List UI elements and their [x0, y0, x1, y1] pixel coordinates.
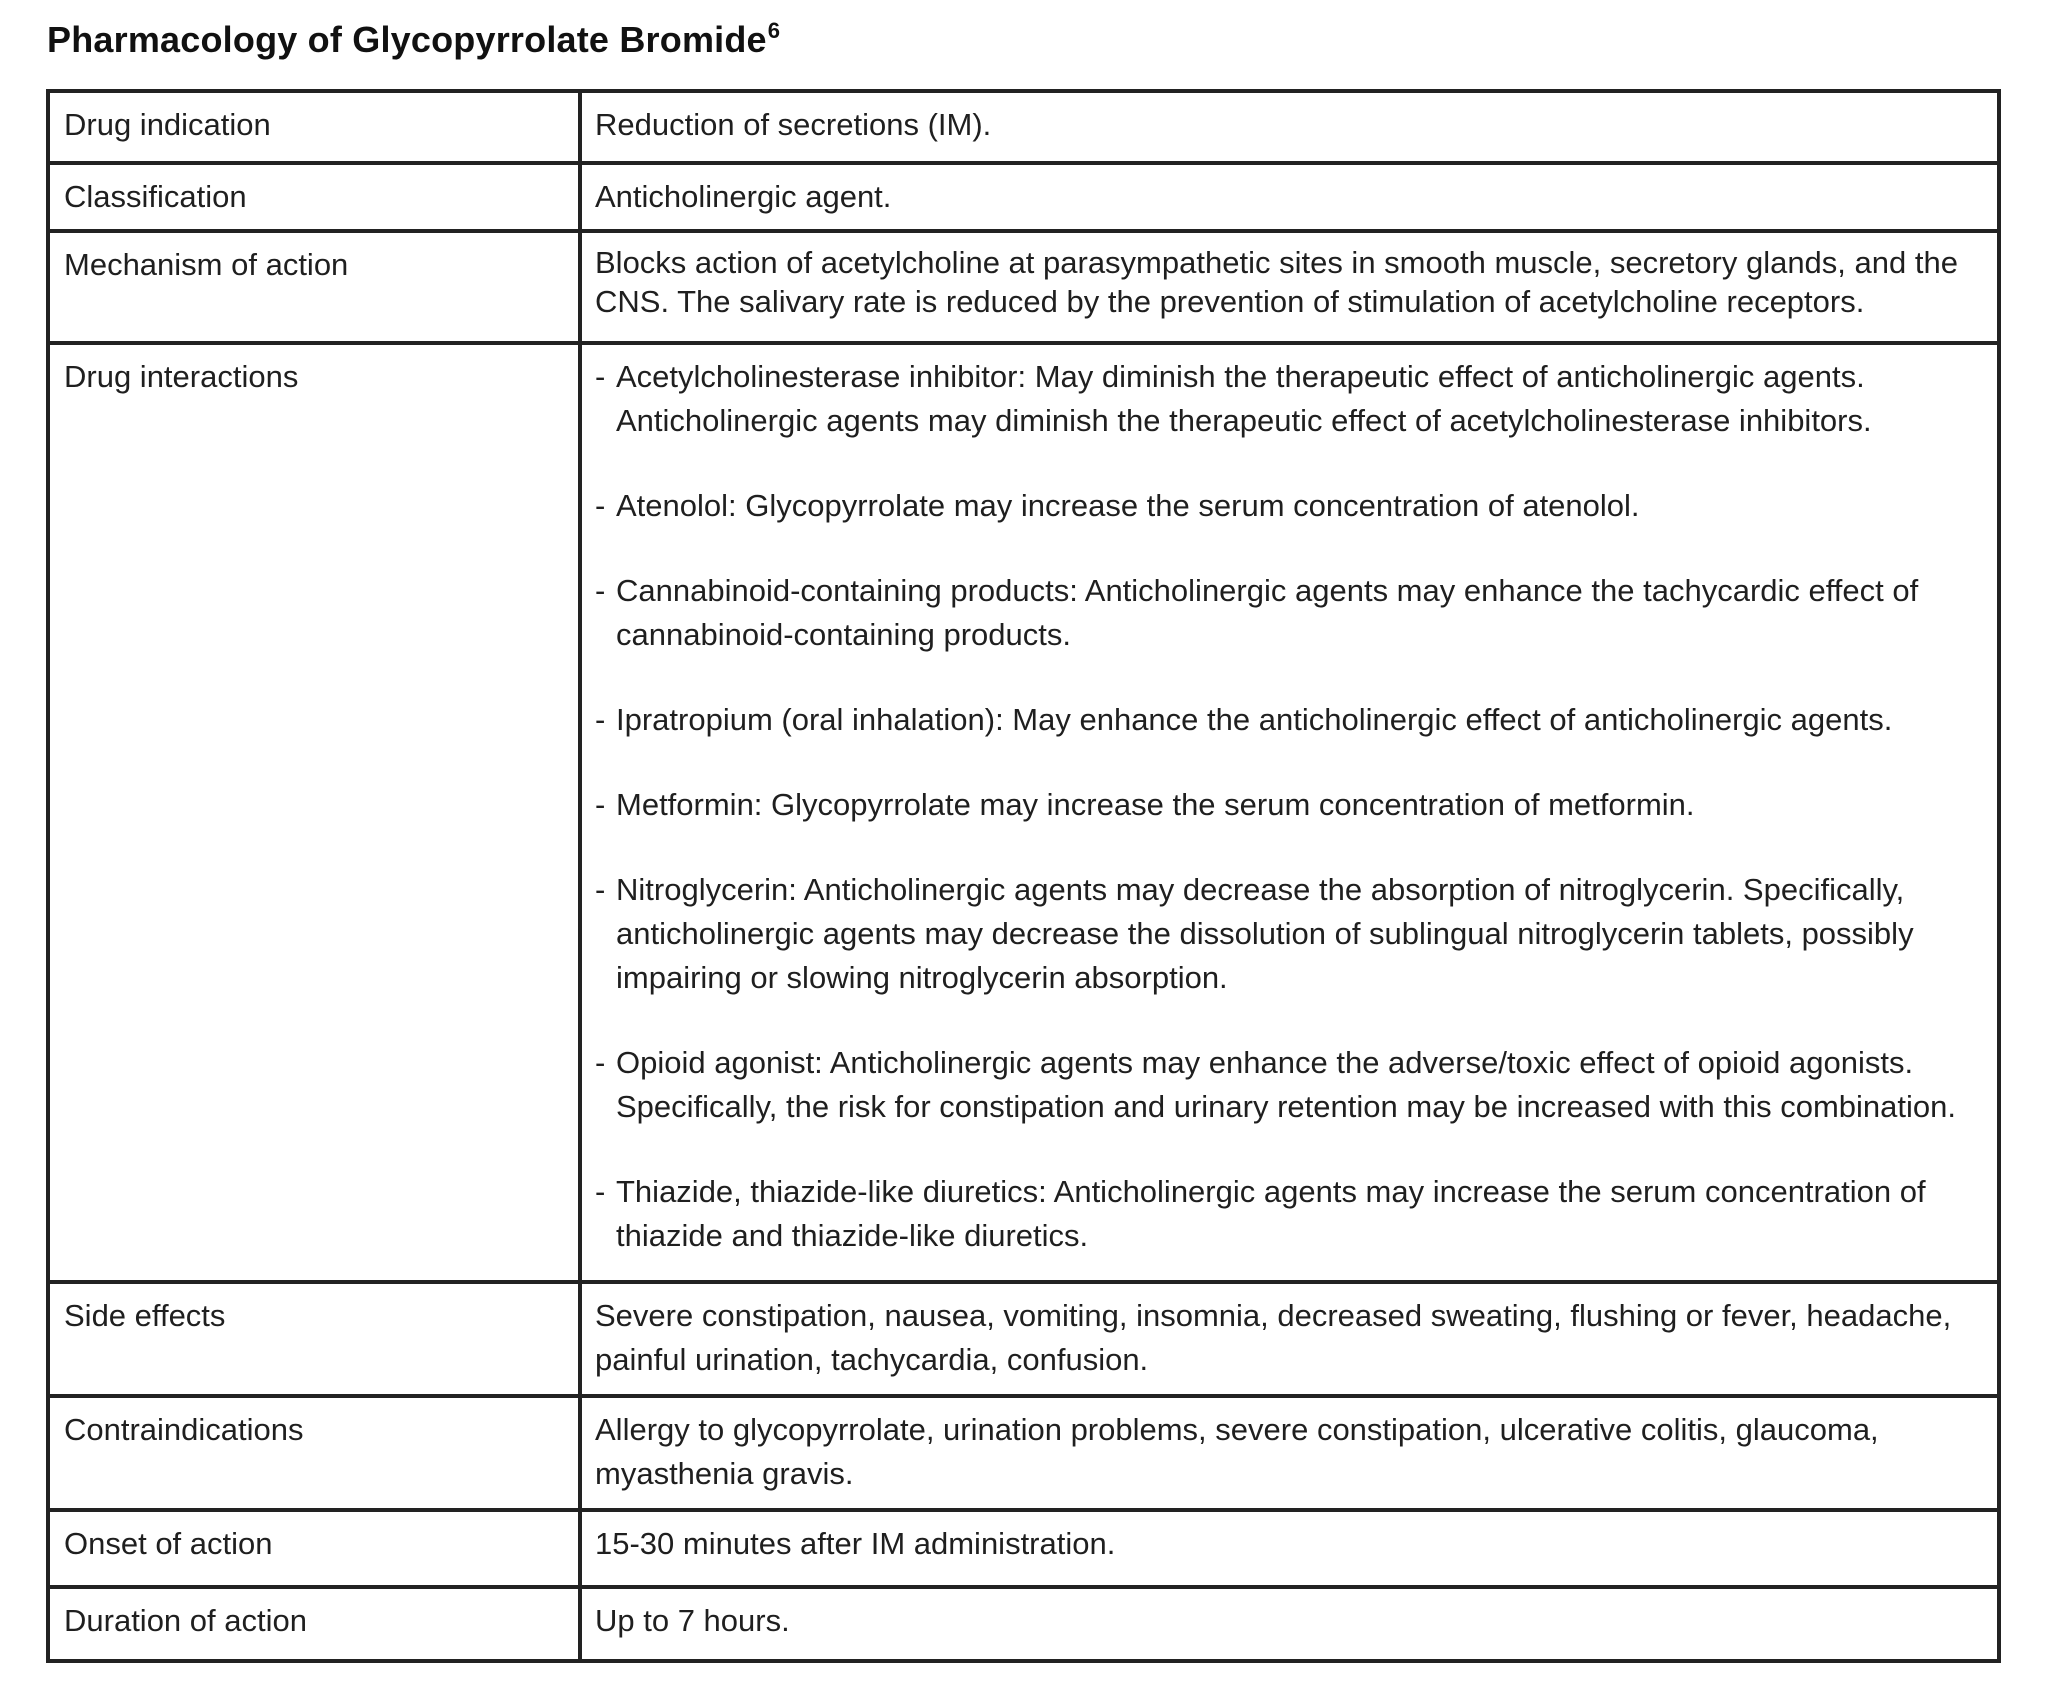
- bullet-dash: -: [595, 573, 606, 608]
- title-text: Pharmacology of Glycopyrrolate Bromide: [47, 19, 767, 60]
- interaction-text: Acetylcholinesterase inhibitor: May diminish the therapeutic effect of anticholinergic agents. Anticholinergic agents may diminish the therapeutic effect of acetylcholinesterase inhibitors.: [616, 359, 1872, 438]
- interaction-text: Cannabinoid-containing products: Anticholinergic agents may enhance the tachycardic effect of cannabinoid-containing products.: [616, 573, 1919, 652]
- row-label: Duration of action: [48, 1587, 580, 1661]
- bullet-dash: -: [595, 872, 606, 907]
- interaction-item: [595, 484, 1984, 528]
- interaction-item: [595, 1041, 1984, 1129]
- interaction-item: [595, 783, 1984, 827]
- row-duration-of-action: [48, 1587, 1999, 1661]
- interaction-item: [595, 569, 1984, 657]
- row-value: Reduction of secretions (IM).: [580, 91, 1999, 163]
- row-value: Allergy to glycopyrrolate, urination problems, severe constipation, ulcerative colitis, glaucoma, myasthenia gravis.: [580, 1396, 1999, 1510]
- row-value: 15-30 minutes after IM administration.: [580, 1510, 1999, 1587]
- interaction-text: Nitroglycerin: Anticholinergic agents may decrease the absorption of nitroglycerin. Specifically, anticholinergic agents may decrease the dissolution of sublingual nitroglycerin tablets, possibly impairing or slowing nitroglycerin absorption.: [616, 872, 1914, 995]
- row-classification: [48, 163, 1999, 231]
- interaction-text: Ipratropium (oral inhalation): May enhance the anticholinergic effect of anticholinergic agents.: [616, 702, 1893, 737]
- bullet-dash: -: [595, 702, 606, 737]
- row-value: Anticholinergic agent.: [580, 163, 1999, 231]
- row-contraindications: [48, 1396, 1999, 1510]
- row-label: Mechanism of action: [48, 231, 580, 343]
- row-drug-indication: [48, 91, 1999, 163]
- pharmacology-table: [46, 89, 2001, 1663]
- row-label: Drug indication: [48, 91, 580, 163]
- bullet-dash: -: [595, 1174, 606, 1209]
- interaction-item: [595, 355, 1984, 443]
- bullet-dash: -: [595, 488, 606, 523]
- title-footnote-ref: 6: [767, 18, 781, 43]
- row-mechanism-of-action: [48, 231, 1999, 343]
- row-onset-of-action: [48, 1510, 1999, 1587]
- row-label: Side effects: [48, 1282, 580, 1396]
- interaction-text: Atenolol: Glycopyrrolate may increase the serum concentration of atenolol.: [616, 488, 1640, 523]
- interaction-item: [595, 698, 1984, 742]
- interaction-text: Opioid agonist: Anticholinergic agents may enhance the adverse/toxic effect of opioid agonists. Specifically, the risk for constipation and urinary retention may be increased with this combination.: [616, 1045, 1956, 1124]
- row-label: Classification: [48, 163, 580, 231]
- row-side-effects: [48, 1282, 1999, 1396]
- interaction-item: [595, 1170, 1984, 1258]
- row-value: [580, 343, 1999, 1282]
- interaction-item: [595, 868, 1984, 1000]
- row-label: Contraindications: [48, 1396, 580, 1510]
- bullet-dash: -: [595, 787, 606, 822]
- interaction-text: Thiazide, thiazide-like diuretics: Anticholinergic agents may increase the serum concentration of thiazide and thiazide-like diuretics.: [616, 1174, 1926, 1253]
- row-value: Blocks action of acetylcholine at parasympathetic sites in smooth muscle, secretory glands, and the CNS. The salivary rate is reduced by the prevention of stimulation of acetylcholine receptors.: [580, 231, 1999, 343]
- interaction-text: Metformin: Glycopyrrolate may increase the serum concentration of metformin.: [616, 787, 1695, 822]
- row-label: Onset of action: [48, 1510, 580, 1587]
- page-title: [47, 18, 780, 61]
- interaction-list: [595, 355, 1984, 1258]
- row-drug-interactions: [48, 343, 1999, 1282]
- bullet-dash: -: [595, 1045, 606, 1080]
- row-value: Severe constipation, nausea, vomiting, insomnia, decreased sweating, flushing or fever, headache, painful urination, tachycardia, confusion.: [580, 1282, 1999, 1396]
- row-label: Drug interactions: [48, 343, 580, 1282]
- row-value: Up to 7 hours.: [580, 1587, 1999, 1661]
- bullet-dash: -: [595, 359, 606, 394]
